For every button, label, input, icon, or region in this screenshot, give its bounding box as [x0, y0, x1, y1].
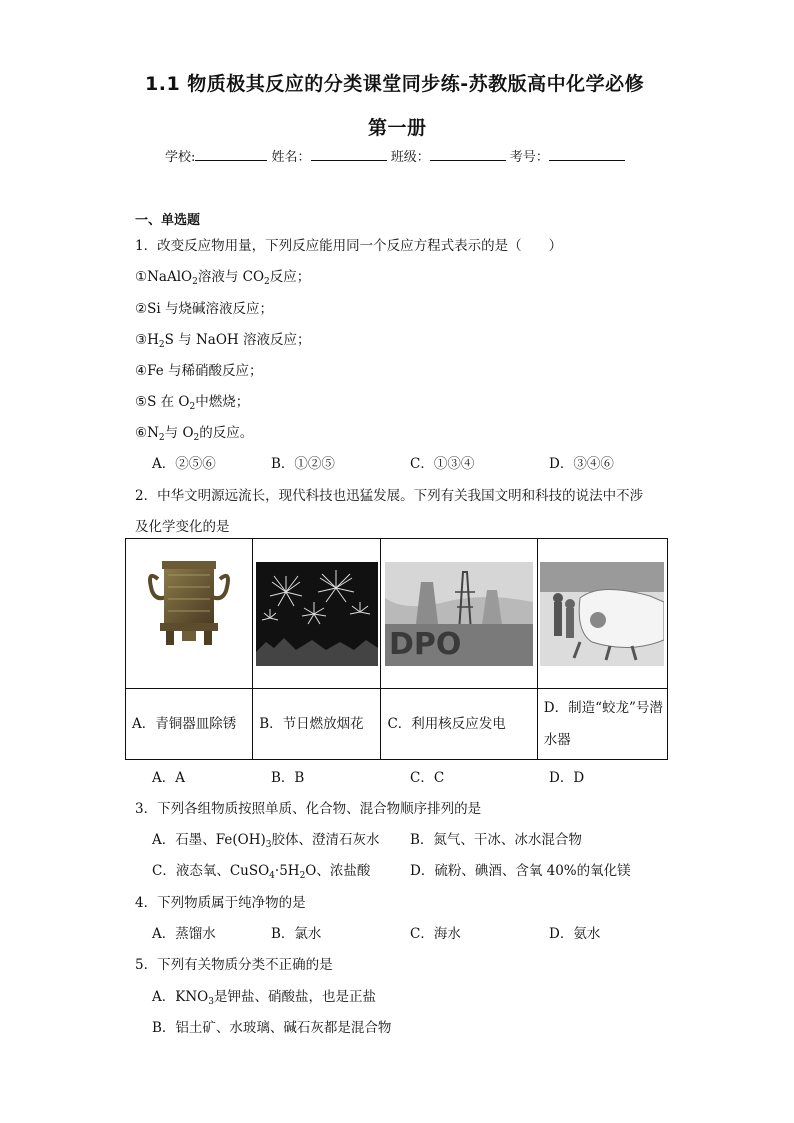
q1-option-b[interactable]: B．①②⑤ [271, 456, 335, 472]
caption-b: B．节日燃放烟花 [253, 689, 381, 760]
doc-title-line2: 第一册 [368, 117, 427, 139]
student-info-row [165, 146, 625, 165]
q2-image-table [125, 538, 668, 760]
number-blank[interactable] [549, 148, 625, 161]
q1-option-a[interactable]: A．②⑤⑥ [152, 456, 216, 472]
caption-c: C．利用核反应发电 [381, 689, 537, 760]
q4-option-c[interactable]: C．海水 [410, 926, 461, 942]
name-blank[interactable] [311, 148, 387, 161]
q1-item-3: $③H_2S$ 与 NaOH 溶液反应； [135, 332, 311, 350]
q1-item-5: ⑤S 在 $O_2$中燃烧； [135, 394, 250, 412]
q3-option-b[interactable]: B．氮气、干冰、冰水混合物 [410, 832, 582, 848]
q1-item-4: ④Fe 与稀硝酸反应； [135, 363, 263, 379]
fireworks-image-cell [253, 539, 381, 689]
q4-stem: 4．下列物质属于纯净物的是 [135, 895, 306, 911]
poster-text: DPO [389, 626, 462, 662]
fireworks-image [256, 562, 378, 666]
q2-option-b[interactable]: B．B [271, 770, 305, 786]
q2-option-c[interactable]: C．C [410, 770, 445, 786]
section-heading: 一、单选题 [135, 213, 201, 228]
q3-option-c[interactable]: C．液态氧、$CuSO_4\cdot 5H_2O$、浓盐酸 [152, 863, 371, 881]
q4-option-b[interactable]: B．氯水 [271, 926, 322, 942]
submersible-image [540, 562, 664, 666]
nuclear-plant-image [385, 562, 533, 666]
q5-option-b[interactable]: B．铝土矿、水玻璃、碱石灰都是混合物 [152, 1020, 392, 1036]
q2-stem-line2: 及化学变化的是 [135, 519, 230, 535]
q1-option-c[interactable]: C．①③④ [410, 456, 475, 472]
q1-stem: 1．改变反应物用量，下列反应能用同一个反应方程式表示的是（ ） [135, 238, 563, 254]
class-blank[interactable] [430, 148, 506, 161]
q3-option-a[interactable]: A．石墨、$Fe(OH)_3$胶体、澄清石灰水 [152, 832, 380, 850]
q4-option-d[interactable]: D．氨水 [549, 926, 601, 942]
caption-d: D．制造“蛟龙”号潜 水器 [537, 689, 667, 760]
q1-item-6: $⑥N_2$与 $O_2$的反应。 [135, 425, 254, 443]
q2-stem-line1: 2．中华文明源远流长，现代科技也迅猛发展。下列有关我国文明和科技的说法中不涉 [135, 488, 644, 504]
nuclear-plant-image-cell [381, 539, 537, 689]
q1-option-d[interactable]: D．③④⑥ [549, 456, 614, 472]
submersible-image-cell [537, 539, 667, 689]
q5-option-a[interactable]: A．$KNO_3$是钾盐、硝酸盐，也是正盐 [152, 989, 376, 1007]
number-label: 考号： [509, 150, 549, 165]
q4-option-a[interactable]: A．蒸馏水 [152, 926, 216, 942]
school-label: 学校: [165, 150, 196, 165]
q1-item-1: ①NaAlO$_2$溶液与 $CO_2$反应； [135, 269, 311, 287]
caption-a: A．青铜器皿除锈 [126, 689, 253, 760]
doc-title-line1: 1.1 物质极其反应的分类课堂同步练-苏教版高中化学必修 [145, 73, 645, 95]
q2-option-a[interactable]: A．A [152, 770, 185, 786]
class-label: 班级： [390, 150, 430, 165]
q5-stem: 5．下列有关物质分类不正确的是 [135, 957, 333, 973]
school-blank[interactable] [195, 148, 267, 161]
bronze-vessel-image-cell [126, 539, 253, 689]
name-label: 姓名： [271, 150, 311, 165]
q2-option-d[interactable]: D．D [549, 770, 585, 786]
q3-stem: 3．下列各组物质按照单质、化合物、混合物顺序排列的是 [135, 801, 482, 817]
q3-option-d[interactable]: D．硫粉、碘酒、含氧 40%的氧化镁 [410, 863, 631, 879]
bronze-vessel-image [126, 539, 252, 684]
q1-item-2: ②Si 与烧碱溶液反应； [135, 301, 273, 317]
